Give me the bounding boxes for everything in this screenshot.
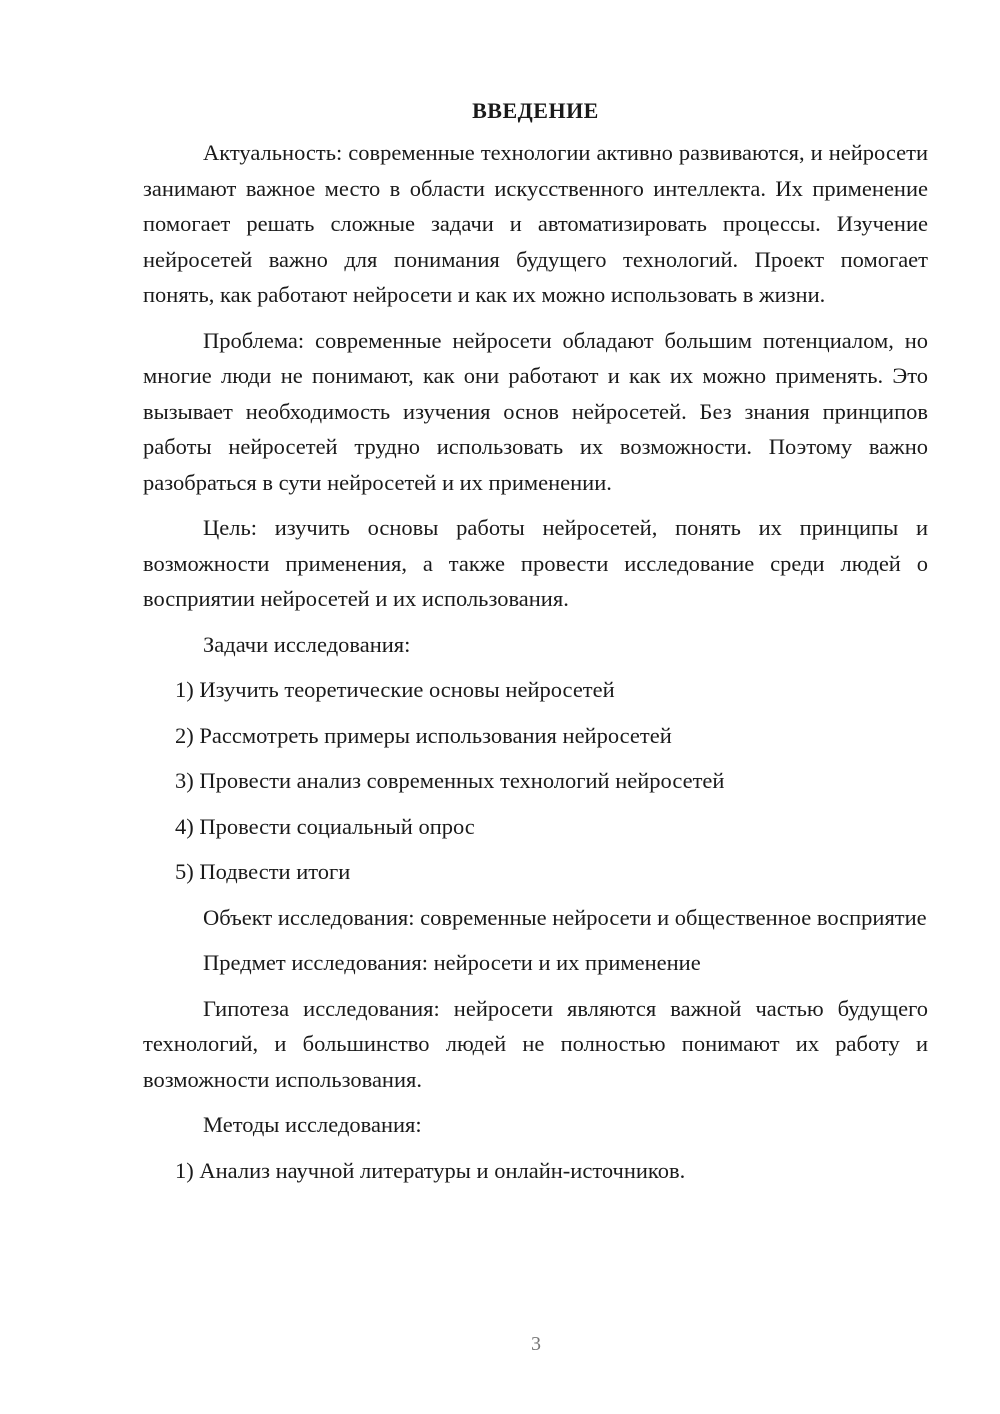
document-page <box>143 96 928 1198</box>
tasks-heading: Задачи исследования: <box>203 631 411 657</box>
list-item-method-1: 1) Анализ научной литературы и онлайн-источников. <box>175 1157 686 1183</box>
paragraph-goal: Цель: изучить основы работы нейросетей, понять их принципы и возможности применения, а также провести исследование среди людей о восприятии нейросетей и их использования. <box>143 515 928 611</box>
paragraph-object: Объект исследования: современные нейросети и общественное восприятие <box>203 904 927 930</box>
list-item-task-3: 3) Провести анализ современных технологий нейросетей <box>175 768 725 793</box>
page-number: 3 <box>531 1333 541 1355</box>
paragraph-problem: Проблема: современные нейросети обладают большим потенциалом, но многие люди не понимают, как они работают и как их можно применять. Это вызывает необходимость изучения основ нейросетей. Без знания принципов работы нейросетей трудно использовать их возможности. Поэтому важно разобраться в сути нейросетей и их применении. <box>143 327 928 495</box>
paragraph-subject: Предмет исследования: нейросети и их применение <box>203 950 701 975</box>
paragraph-relevance: Актуальность: современные технологии активно развиваются, и нейросети занимают важное место в области искусственного интеллекта. Их применение помогает решать сложные задачи и автоматизировать процессы. Изучение нейросетей важно для понимания будущего технологий. Проект помогает понять, как работают нейросети и как их можно использовать в жизни. <box>143 140 928 307</box>
list-item-task-4: 4) Провести социальный опрос <box>175 813 475 839</box>
list-item-task-5: 5) Подвести итоги <box>175 859 351 884</box>
list-item-task-2: 2) Рассмотреть примеры использования нейросетей <box>175 722 672 748</box>
methods-heading: Методы исследования: <box>203 1112 422 1137</box>
section-heading: ВВЕДЕНИЕ <box>472 98 599 123</box>
list-item-task-1: 1) Изучить теоретические основы нейросетей <box>175 677 615 702</box>
paragraph-hypothesis: Гипотеза исследования: нейросети являются важной частью будущего технологий, и большинство людей не полностью понимают их работу и возможности использования. <box>143 995 928 1092</box>
